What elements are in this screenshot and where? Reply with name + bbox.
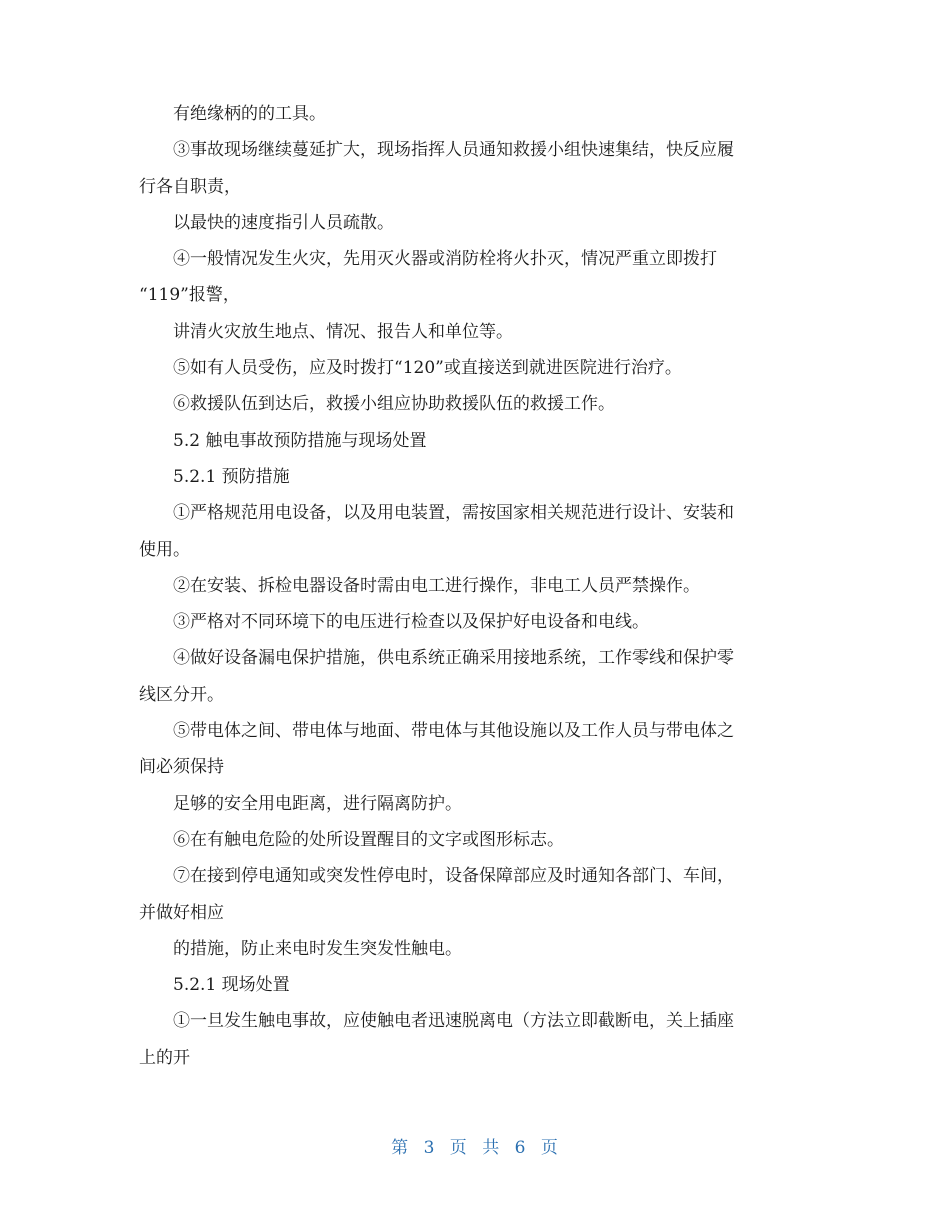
text-line: 5.2.1 预防措施 — [173, 466, 290, 487]
text-line: ④做好设备漏电保护措施，供电系统正确采用接地系统，工作零线和保护零 — [173, 648, 734, 669]
text-line: 上的开 — [139, 1047, 190, 1068]
text-line: 5.2.1 现场处置 — [173, 975, 290, 996]
text-line: ①严格规范用电设备，以及用电装置，需按国家相关规范进行设计、安装和 — [173, 503, 734, 524]
text-line: ⑤如有人员受伤，应及时拨打“120”或直接送到就进医院进行治疗。 — [173, 358, 682, 379]
text-line: ④一般情况发生火灾，先用灭火器或消防栓将火扑灭，情况严重立即拨打 — [173, 249, 717, 270]
text-line: 以最快的速度指引人员疏散。 — [173, 212, 394, 233]
text-line: ⑦在接到停电通知或突发性停电时，设备保障部应及时通知各部门、车间， — [173, 866, 734, 887]
text-line: 行各自职责， — [139, 176, 241, 197]
body-text — [139, 96, 804, 1076]
text-line: 有绝缘柄的的工具。 — [173, 104, 326, 124]
text-line: ⑥在有触电危险的处所设置醒目的文字或图形标志。 — [173, 829, 564, 850]
text-line: 足够的安全用电距离，进行隔离防护。 — [173, 793, 462, 814]
text-line: 线区分开。 — [139, 684, 224, 705]
text-line: 的措施，防止来电时发生突发性触电。 — [173, 938, 462, 959]
text-line: 间必须保持 — [139, 757, 224, 778]
text-line: ①一旦发生触电事故，应使触电者迅速脱离电（方法立即截断电，关上插座 — [173, 1011, 734, 1032]
page-footer: 第 3 页 共 6 页 — [391, 1138, 559, 1158]
text-line: ③事故现场继续蔓延扩大，现场指挥人员通知救援小组快速集结，快反应履 — [173, 140, 734, 161]
text-line: “119”报警， — [139, 285, 240, 306]
text-line: 并做好相应 — [139, 902, 224, 923]
text-line: ⑥救援队伍到达后，救援小组应协助救援队伍的救援工作。 — [173, 394, 615, 415]
text-line: 5.2 触电事故预防措施与现场处置 — [173, 430, 427, 451]
text-line: ②在安装、拆检电器设备时需由电工进行操作，非电工人员严禁操作。 — [173, 575, 700, 596]
text-line: 讲清火灾放生地点、情况、报告人和单位等。 — [173, 321, 513, 342]
text-line: ③严格对不同环境下的电压进行检查以及保护好电设备和电线。 — [173, 612, 649, 633]
text-line: ⑤带电体之间、带电体与地面、带电体与其他设施以及工作人员与带电体之 — [173, 721, 734, 742]
text-line: 使用。 — [139, 539, 190, 560]
